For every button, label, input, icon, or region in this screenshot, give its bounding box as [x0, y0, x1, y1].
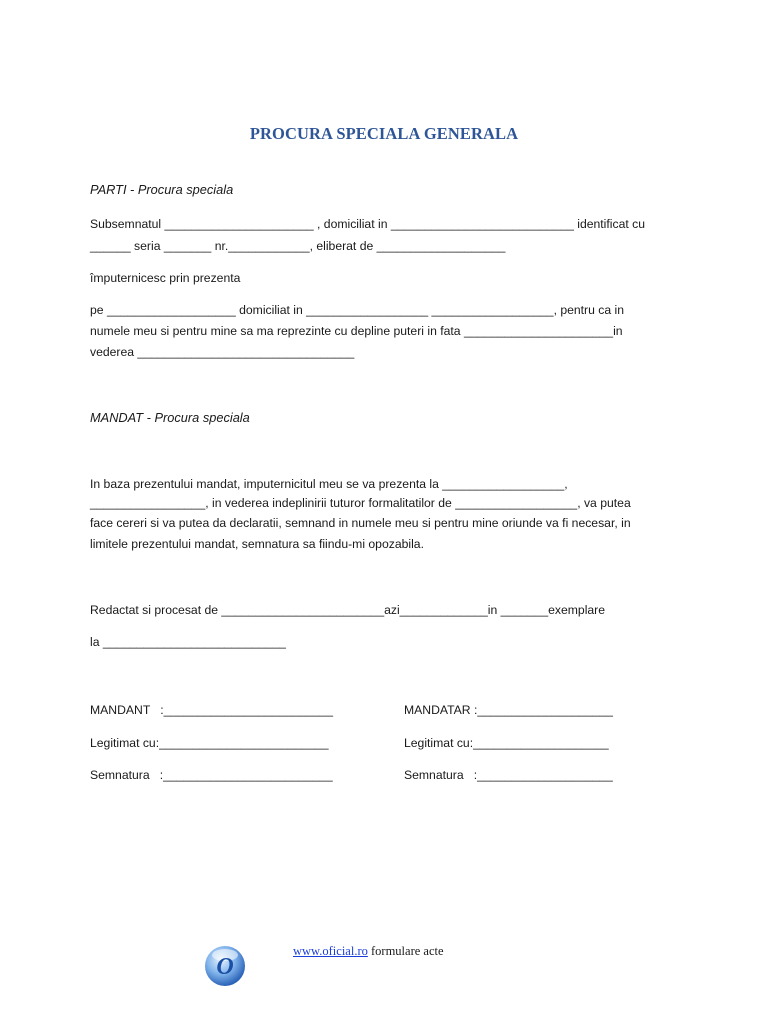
mandatar-semnatura-field: Semnatura :____________________ — [404, 768, 613, 782]
parti-line-3: împuternicesc prin prezenta — [90, 271, 241, 285]
section-heading-parti: PARTI - Procura speciala — [90, 182, 234, 197]
footer — [293, 944, 444, 959]
redactat-location-line: la ___________________________ — [90, 635, 286, 649]
logo-letter: O — [216, 954, 234, 980]
mandant-legitimat-field: Legitimat cu:_________________________ — [90, 736, 329, 750]
mandat-line-2: _________________, in vederea indeplinirii tuturor formalitatilor de __________________, va putea — [90, 496, 631, 510]
mandatar-legitimat-field: Legitimat cu:____________________ — [404, 736, 609, 750]
section-heading-mandat: MANDAT - Procura speciala — [90, 410, 250, 425]
mandat-line-4: limitele prezentului mandat, semnatura sa fiindu-mi opozabila. — [90, 537, 424, 551]
redactat-line: Redactat si procesat de ________________________azi_____________in _______exemplare — [90, 603, 606, 617]
parti-line-1: Subsemnatul ______________________ , domiciliat in ___________________________ identificat cu — [90, 217, 645, 231]
parti-line-4: pe ___________________ domiciliat in __________________ __________________, pentru ca in — [90, 303, 625, 317]
mandat-line-3: face cereri si va putea da declaratii, semnand in numele meu si pentru mine oriunde va fi necesar, in — [90, 516, 631, 530]
footer-link[interactable]: www.oficial.ro — [293, 944, 368, 958]
footer-suffix: formulare acte — [367, 944, 444, 958]
parti-line-2: ______ seria _______ nr.____________, eliberat de ___________________ — [90, 239, 506, 253]
mandat-line-1: In baza prezentului mandat, imputernicitul meu se va prezenta la __________________, — [90, 477, 568, 491]
mandant-field: MANDANT :_________________________ — [90, 703, 334, 717]
parti-line-6: vederea ________________________________ — [90, 345, 355, 359]
document-title: PROCURA SPECIALA GENERALA — [249, 124, 519, 143]
oficial-logo-icon — [202, 942, 248, 988]
parti-line-5: numele meu si pentru mine sa ma reprezinte cu depline puteri in fata ______________________in — [90, 324, 623, 338]
mandant-semnatura-field: Semnatura :_________________________ — [90, 768, 333, 782]
mandatar-field: MANDATAR :____________________ — [404, 703, 613, 717]
